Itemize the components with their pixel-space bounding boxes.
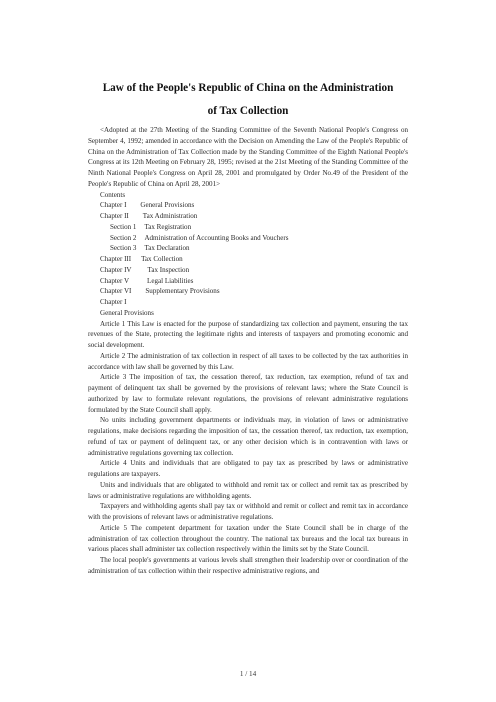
toc-item — [88, 265, 408, 276]
toc-item — [88, 211, 408, 222]
toc-item-title: Tax Declaration — [144, 244, 190, 253]
toc-item-number: Chapter II — [100, 212, 129, 220]
toc-item-number: Chapter III — [100, 255, 132, 263]
toc-item — [88, 254, 408, 265]
toc-item-title: Tax Collection — [141, 255, 183, 263]
table-of-contents — [88, 200, 408, 297]
chapter-heading: Chapter I — [100, 298, 127, 306]
page-number: 1 / 14 — [239, 670, 257, 678]
toc-item — [88, 243, 408, 254]
toc-item-number: Section 2 — [110, 233, 137, 242]
toc-item — [88, 200, 408, 211]
toc-item-number: Section 3 — [110, 244, 137, 253]
toc-item-title: Legal Liabilities — [147, 276, 194, 285]
article-paragraph: Article 3 The imposition of tax, the cessation thereof, tax reduction, tax exemption, refund of tax and payment of delinquent tax shall be governed by the provisions of relevant laws; where the State Council is authorized by law to formulate relevant regulations, the provisions of relevant administrative regulations formulated by the State Council shall apply. — [88, 373, 408, 414]
article-paragraph: Taxpayers and withholding agents shall pay tax or withhold and remit or collect and remit tax in accordance with the provisions of relevant laws or administrative regulations. — [88, 502, 408, 521]
toc-item-number: Chapter VI — [100, 287, 132, 296]
toc-item-title: Administration of Accounting Books and Vouchers — [144, 233, 289, 242]
toc-item-title: Tax Registration — [144, 222, 192, 231]
toc-item-title: Supplementary Provisions — [145, 287, 220, 296]
article-paragraph: No units including government departments or individuals may, in violation of laws or administrative regulations, make decisions regarding the imposition of tax, the cessation thereof, tax reduction, tax exemption, refund of tax or payment of delinquent tax, or any other decision which is in contravention with laws or administrative regulations governing tax collection. — [88, 416, 408, 457]
document-body — [88, 125, 408, 577]
article-paragraph: Article 4 Units and individuals that are obligated to pay tax as prescribed by laws or administrative regulations are taxpayers. — [88, 459, 408, 478]
toc-item — [88, 286, 408, 297]
article-paragraph: The local people's governments at various levels shall strengthen their leadership over or coordination of the administration of tax collection within their respective administrative regions, and — [88, 556, 408, 575]
toc-item-title: General Provisions — [140, 201, 195, 210]
document-title-line-1: Law of the People's Republic of China on the Administration — [102, 82, 394, 94]
article-paragraph: Article 1 This Law is enacted for the purpose of standardizing tax collection and payment, ensuring the tax revenues of the State, protecting the legitimate rights and interests of taxpayers and promoting economic and social development. — [88, 319, 408, 349]
toc-item-title: Tax Inspection — [147, 265, 190, 274]
chapter-title: General Provisions — [100, 308, 154, 317]
toc-item — [88, 222, 408, 233]
document-title-line-2: of Tax Collection — [207, 105, 289, 117]
article-paragraph: Article 5 The competent department for taxation under the State Council shall be in charge of the administration of tax collection throughout the country. The national tax bureaus and the local tax bureaus in various places shall administer tax collection respectively within the limits set by the State Council. — [88, 523, 408, 554]
toc-item — [88, 276, 408, 287]
article-paragraph: Article 2 The administration of tax collection in respect of all taxes to be collected by the tax authorities in accordance with law shall be governed by this Law. — [88, 351, 408, 371]
article-paragraph: Units and individuals that are obligated to withhold and remit tax or collect and remit tax as prescribed by laws or administrative regulations are withholding agents. — [88, 480, 408, 500]
preamble: <Adopted at the 27th Meeting of the Standing Committee of the Seventh National People's Congress on September 4, 1992; amended in accordance with the Decision on Amending the Law of the People's Republic of China on the Administration of Tax Collection made by the Standing Committee of the Eighth National People's Congress at its 12th Meeting on February 28, 1995; revised at the 21st Meeting of the Standing Committee of the Ninth National People's Congress on April 28, 2001 and promulgated by Order No.49 of the President of the People's Republic of China on April 28, 2001> — [88, 126, 408, 188]
toc-item — [88, 233, 408, 244]
toc-item-number: Chapter V — [100, 276, 130, 285]
toc-item-number: Chapter I — [100, 201, 127, 210]
toc-item-title: Tax Administration — [142, 212, 198, 220]
toc-item-number: Section 1 — [110, 222, 137, 231]
toc-item-number: Chapter IV — [100, 265, 132, 274]
contents-heading: Contents — [100, 190, 126, 199]
